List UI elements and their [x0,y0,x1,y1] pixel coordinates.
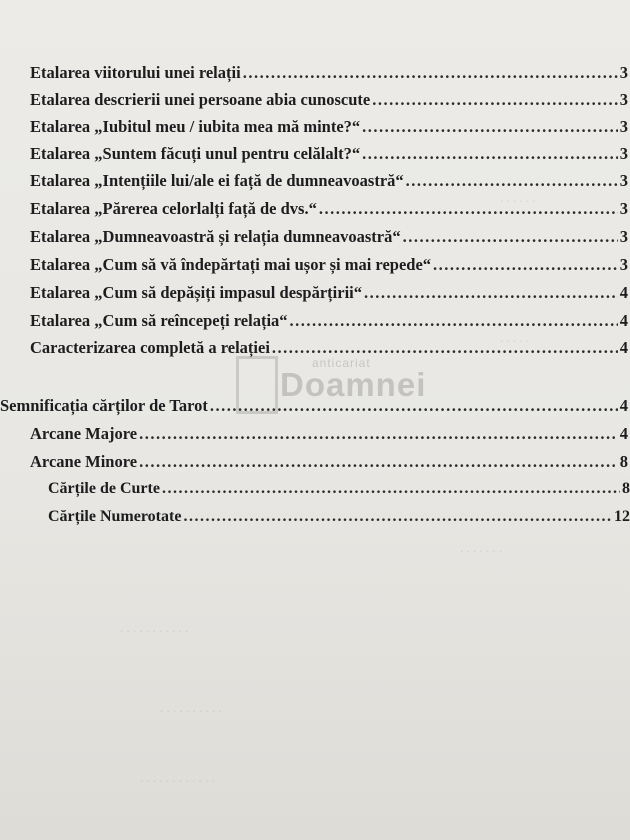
leader-dots [362,144,618,164]
toc-entry[interactable] [30,144,628,166]
toc-entry[interactable] [30,117,628,139]
watermark-top-text: anticariat [312,356,371,370]
bleed-through-text: . . . . . . . . . . . [120,620,189,635]
leader-dots [364,283,618,303]
toc-entry-title: Etalarea „Părerea celorlalți față de dvs.“ [30,199,317,218]
toc-entry[interactable] [30,311,628,333]
toc-subsubentry-title: Cărțile de Curte [48,480,160,497]
toc-entry-page: 4 [619,338,628,357]
toc-entry-page: 3 [619,171,628,190]
leader-dots [372,90,618,110]
leader-dots [139,452,618,472]
toc-subsubentry[interactable] [48,480,630,502]
toc-subsubentry-title: Cărțile Numerotate [48,508,182,525]
leader-dots [183,508,612,526]
bleed-through-text: . . . . . . . . . . . . [140,770,215,785]
toc-entry[interactable] [30,90,628,112]
toc-section[interactable] [0,396,628,418]
toc-subentry[interactable] [30,424,628,446]
toc-entry-title: Etalarea „Intențiile lui/ale ei față de dumneavoastră“ [30,171,404,190]
toc-subentry-title: Arcane Minore [30,452,138,471]
leader-dots [243,63,618,83]
toc-entry-page: 3 [619,227,628,246]
toc-entry-title: Etalarea descrierii unei persoane abia cunoscute [30,90,371,109]
toc-entry-page: 3 [619,199,628,218]
leader-dots [362,117,618,137]
toc-entry-page: 3 [619,63,628,82]
leader-dots [139,424,618,444]
leader-dots [272,338,618,358]
toc-subsubentry[interactable] [48,508,630,530]
toc-entry-title: Etalarea „Dumneavoastră și relația dumneavoastră“ [30,227,401,246]
toc-entry-title: Etalarea „Iubitul meu / iubita mea mă minte?“ [30,117,361,136]
toc-entry-title: Etalarea „Cum să reîncepeți relația“ [30,311,288,330]
toc-subsubentry-page: 8 [622,480,630,497]
leader-dots [210,396,618,416]
leader-dots [403,227,618,247]
toc-entry[interactable] [30,338,628,360]
toc-subentry-page: 8 [619,452,628,471]
toc-entry-page: 3 [619,255,628,274]
toc-entry-title: Etalarea „Suntem făcuți unul pentru celălalt?“ [30,144,361,163]
toc-entry[interactable] [30,255,628,277]
leader-dots [162,480,620,498]
toc-subsubentry-page: 12 [614,508,630,525]
toc-entry-page: 3 [619,90,628,109]
toc-entry[interactable] [30,171,628,193]
toc-entry[interactable] [30,63,628,85]
toc-entry[interactable] [30,227,628,249]
toc-entry-page: 3 [619,117,628,136]
leader-dots [319,199,618,219]
toc-entry-title: Etalarea „Cum să depășiți impasul despărțirii“ [30,283,363,302]
toc-entry-title: Etalarea „Cum să vă îndepărtați mai ușor și mai repede“ [30,255,432,274]
bleed-through-text: . . . . . [500,330,530,345]
toc-entry-title: Caracterizarea completă a relației [30,338,270,357]
toc-subentry[interactable] [30,452,628,474]
toc-subentry-page: 4 [619,424,628,443]
toc-section-title: Semnificația cărților de Tarot [0,396,208,415]
toc-section-page: 4 [619,396,628,415]
leader-dots [433,255,618,275]
leader-dots [290,311,618,331]
toc-subentry-title: Arcane Majore [30,424,138,443]
toc-entry-page: 3 [619,144,628,163]
watermark-main-text: Doamnei [280,366,427,403]
toc-entry-page: 4 [619,283,628,302]
toc-entry-page: 4 [619,311,628,330]
toc-entry[interactable] [30,283,628,305]
toc-entry[interactable] [30,199,628,221]
bleed-through-text: . . . . . . [500,190,536,205]
bleed-through-text: . . . . . . . . . . [160,700,222,715]
leader-dots [406,171,618,191]
toc-entry-title: Etalarea viitorului unei relații [30,63,241,82]
bleed-through-text: . . . . . . . [460,540,503,555]
